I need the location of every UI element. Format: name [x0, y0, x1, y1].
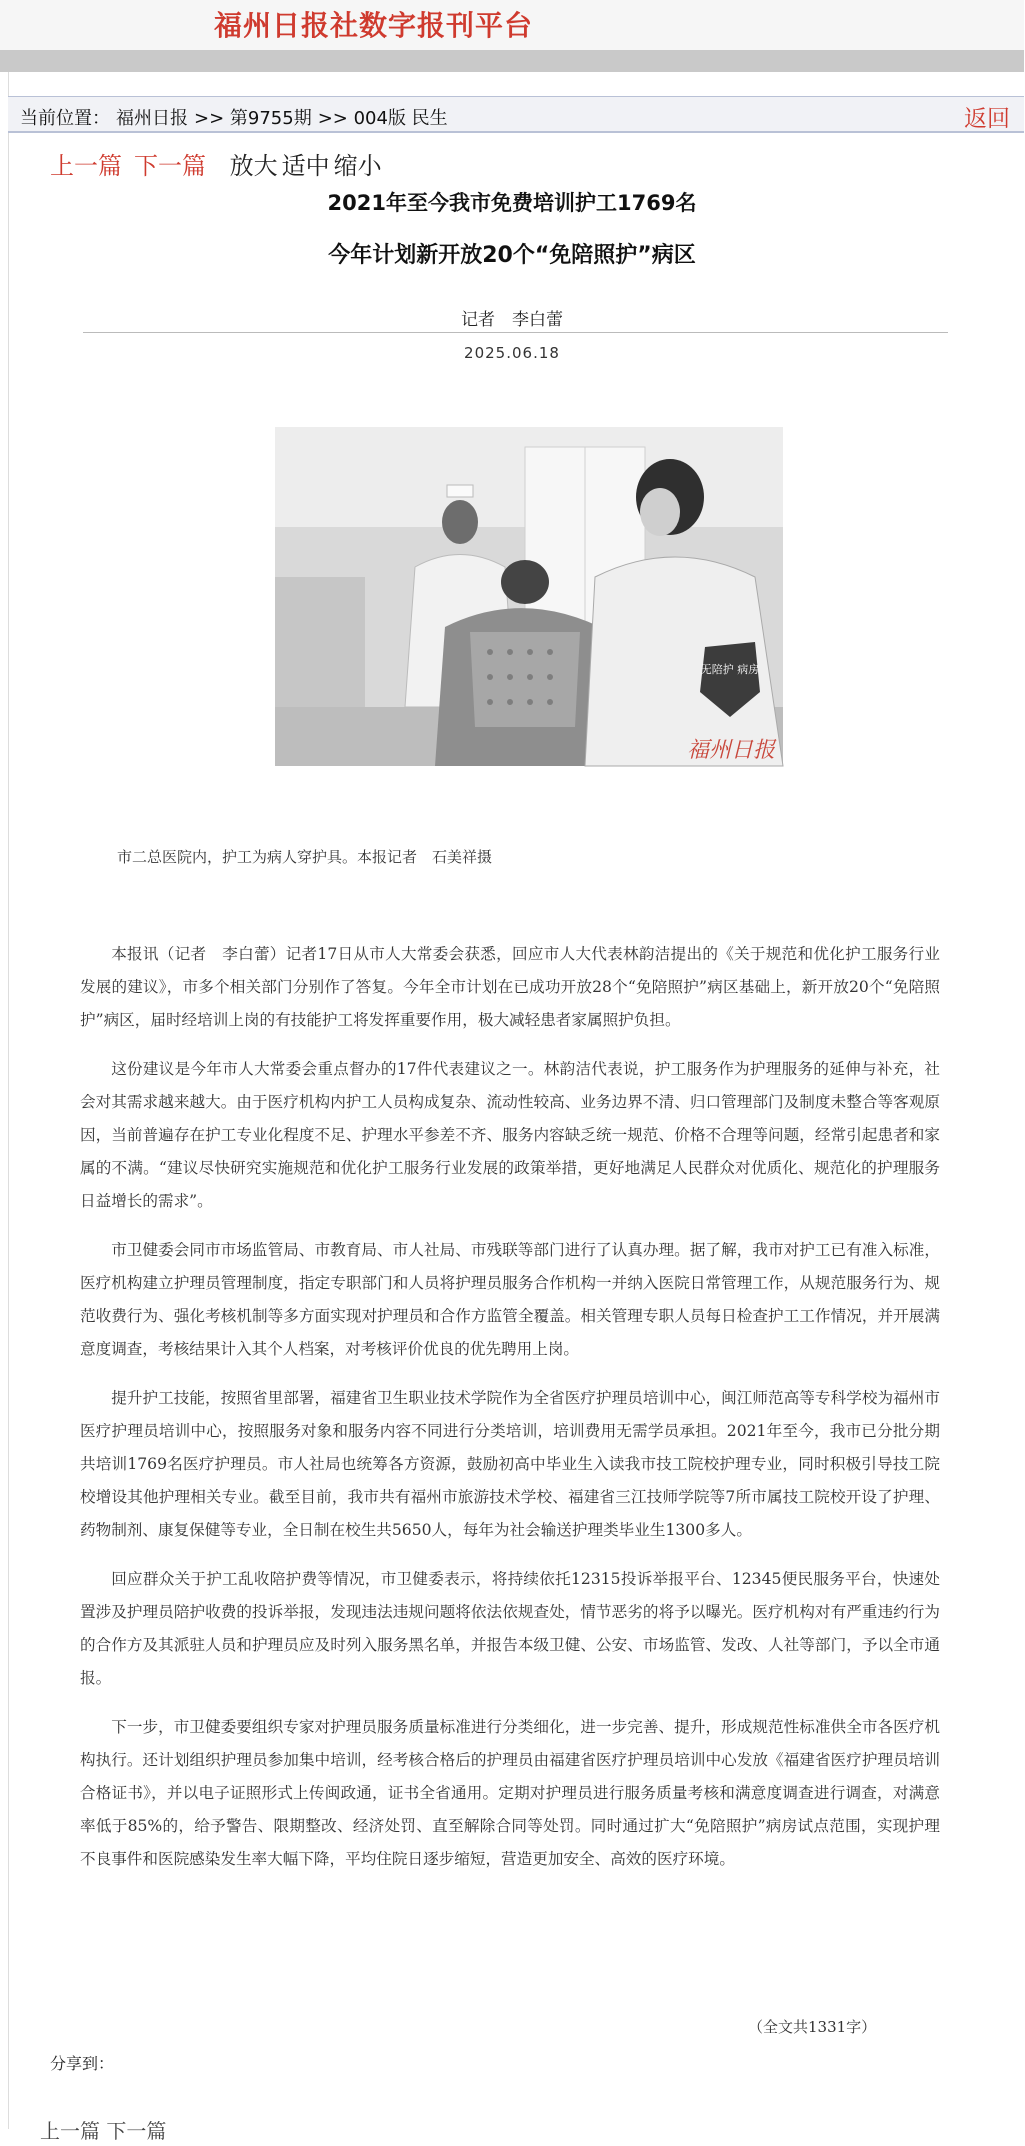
article-paragraph: 市卫健委会同市市场监管局、市教育局、市人社局、市残联等部门进行了认真办理。据了解，我市对护工已有准入标准，医疗机构建立护理员管理制度，指定专职部门和人员将护理员服务合作机构一并纳入医院日常管理工作，从规范服务行为、规范收费行为、强化考核机制等多方面实现对护理员和合作方监管全覆盖。相关管理专职人员每日检查护工工作情况，并开展满意度调查，考核结果计入其个人档案，对考核评价优良的优先聘用上岗。: [80, 1241, 940, 1358]
article-paragraph: 下一步，市卫健委要组织专家对护理员服务质量标准进行分类细化，进一步完善、提升，形成规范性标准供全市各医疗机构执行。还计划组织护理员参加集中培训，经考核合格后的护理员由福建省医疗护理员培训中心发放《福建省医疗护理员培训合格证书》，并以电子证照形式上传闽政通，证书全省通用。定期对护理员进行服务质量考核和满意度调查进行调查，对满意率低于85%的，给予警告、限期整改、经济处罚、直至解除合同等处罚。同时通过扩大“免陪照护”病房试点范围，实现护理不良事件和医院感染发生率大幅下降，平均住院日逐步缩短，营造更加安全、高效的医疗环境。: [80, 1718, 940, 1868]
article-paragraph: 提升护工技能，按照省里部署，福建省卫生职业技术学院作为全省医疗护理员培训中心，闽江师范高等专科学校为福州市医疗护理员培训中心，按照服务对象和服务内容不同进行分类培训，培训费用无需学员承担。2021年至今，我市已分批分期共培训1769名医疗护理员。市人社局也统筹各方资源，鼓励初高中毕业生入读我市技工院校护理专业，同时积极引导技工院校增设其他护理相关专业。截至目前，我市共有福州市旅游技术学校、福建省三江技师学院等7所市属技工院校开设了护理、药物制剂、康复保健等专业，全日制在校生共5650人，每年为社会输送护理类毕业生1300多人。: [80, 1389, 940, 1539]
breadcrumb-label: 当前位置：: [20, 108, 110, 129]
article-body: [80, 938, 940, 1892]
breadcrumb-bar: [8, 96, 1024, 133]
back-link[interactable]: 返回: [964, 106, 1010, 132]
breadcrumb: [20, 104, 454, 130]
zoom-out-link[interactable]: 缩小: [333, 152, 382, 180]
article-date: 2025.06.18: [464, 344, 560, 362]
site-header: [0, 0, 1024, 50]
zoom-in-link[interactable]: 放大: [229, 152, 278, 180]
breadcrumb-item-issue[interactable]: >> 第9755期: [194, 108, 312, 129]
title-divider: [83, 332, 948, 333]
footer-nav-partial[interactable]: 上一篇 下一篇: [40, 2119, 167, 2143]
word-count: （全文共1331字）: [748, 2018, 877, 2036]
share-label: 分享到：: [50, 2054, 115, 2073]
article-paragraph: 回应群众关于护工乱收陪护费等情况，市卫健委表示，将持续依托12315投诉举报平台、12345便民服务平台，快速处置涉及护理员陪护收费的投诉举报，发现违法违规问题将依法依规查处，情节恶劣的将予以曝光。医疗机构对有严重违约行为的合作方及其派驻人员和护理员应及时列入服务黑名单，并报告本级卫健、公安、市场监管、发改、人社等部门，予以全市通报。: [80, 1570, 940, 1687]
article-byline: 记者 李白蕾: [461, 310, 563, 330]
next-article-link[interactable]: 下一篇: [134, 152, 206, 180]
article-photo: [275, 427, 783, 766]
breadcrumb-item-page[interactable]: >> 004版 民生: [317, 108, 448, 129]
article-paragraph: 本报讯（记者 李白蕾）记者17日从市人大常委会获悉，回应市人大代表林韵洁提出的《关于规范和优化护工服务行业发展的建议》，市多个相关部门分别作了答复。今年全市计划在已成功开放28个“免陪照护”病区基础上，新开放20个“免陪照护”病区，届时经培训上岗的有技能护工将发挥重要作用，极大减轻患者家属照护负担。: [80, 945, 940, 1029]
article-toolbar: [50, 146, 382, 181]
prev-article-link[interactable]: 上一篇: [50, 152, 122, 180]
article-title: 2021年至今我市免费培训护工1769名: [327, 191, 697, 215]
article-subtitle: 今年计划新开放20个“免陪照护”病区: [328, 243, 696, 268]
breadcrumb-item-paper[interactable]: 福州日报: [116, 108, 188, 129]
article-paragraph: 这份建议是今年市人大常委会重点督办的17件代表建议之一。林韵洁代表说，护工服务作为护理服务的延伸与补充，社会对其需求越来越大。由于医疗机构内护工人员构成复杂、流动性较高、业务边界不清、归口管理部门及制度未整合等客观原因，当前普遍存在护工专业化程度不足、护理水平参差不齐、服务内容缺乏统一规范、价格不合理等问题，经常引起患者和家属的不满。“建议尽快研究实施规范和优化护工服务行业发展的政策举措，更好地满足人民群众对优质化、规范化的护理服务日益增长的需求”。: [80, 1060, 940, 1210]
site-title: 福州日报社数字报刊平台: [214, 9, 534, 42]
photo-badge-text: 无陪护 病房: [700, 663, 760, 676]
header-divider-band: [0, 50, 1024, 72]
photo-watermark: 福州日报: [686, 738, 775, 763]
photo-caption: 市二总医院内，护工为病人穿护具。本报记者 石美祥摄: [117, 848, 493, 866]
zoom-fit-link[interactable]: 适中: [281, 152, 330, 180]
